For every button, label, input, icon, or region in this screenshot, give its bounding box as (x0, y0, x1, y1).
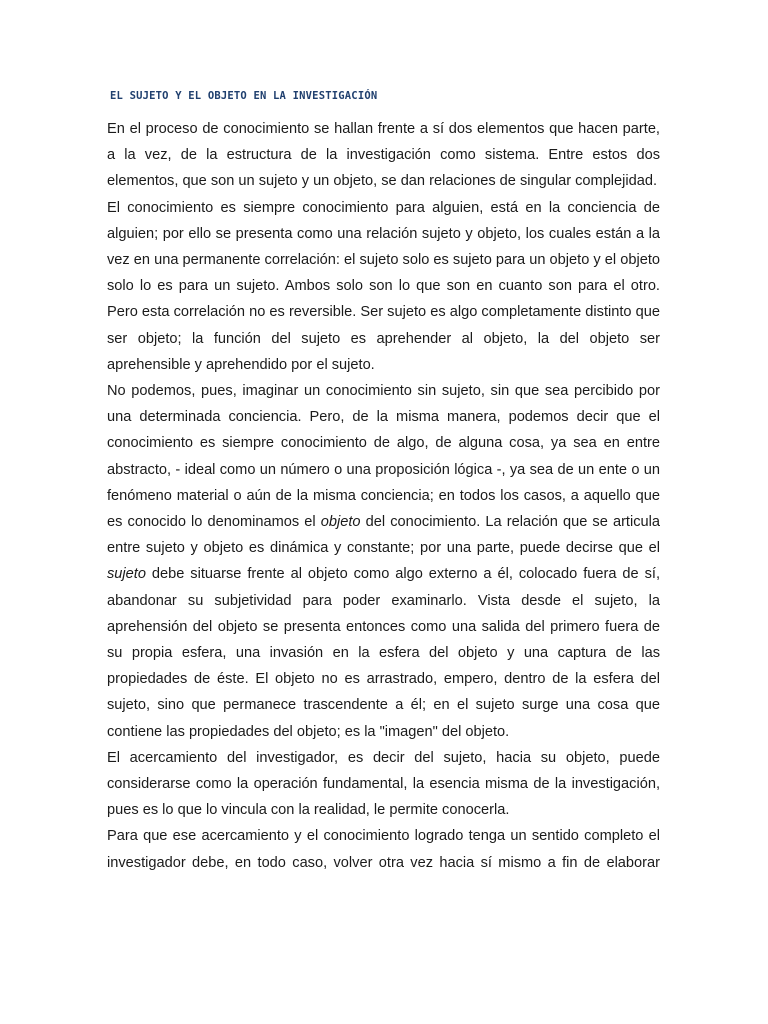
paragraph-3-text-c: debe situarse frente al objeto como algo externo a él, colocado fuera de sí, abandonar su subjetividad para poder examinarlo. Vista desde el sujeto, la aprehensión del objeto se presenta entonces como una salida del primero fuera de su propia esfera, una invasión en la esfera del objeto y una captura de las propiedades de éste. El objeto no es arrastrado, empero, dentro de la esfera del sujeto, sino que permanece trascendente a él; en el sujeto surge una cosa que contiene las propiedades del objeto; es la "imagen" del objeto. (107, 566, 660, 740)
emphasis-sujeto: sujeto (107, 566, 146, 583)
paragraph-3-text-a: No podemos, pues, imaginar un conocimiento sin sujeto, sin que sea percibido por una determinada conciencia. Pero, de la misma manera, podemos decir que el conocimiento es siempre conocimiento de algo, de alguna cosa, ya sea en entre abstracto, - ideal como un número o una proposición lógica -, ya sea de un ente o un fenómeno material o aún de la misma conciencia; en todos los casos, a aquello que es conocido lo denominamos el (107, 383, 660, 531)
document-title: EL SUJETO Y EL OBJETO EN LA INVESTIGACIÓN (110, 90, 378, 102)
paragraph-3-text-b: del conocimiento. La relación que se articula entre sujeto y objeto es dinámica y constante; por una parte, puede decirse que el (107, 514, 660, 557)
emphasis-objeto: objeto (320, 514, 361, 531)
paragraph-5: Para que ese acercamiento y el conocimiento logrado tenga un sentido completo el investigador debe, en todo caso, volver otra vez hacia sí mismo a fin de elaborar (107, 828, 660, 871)
paragraph-2: El conocimiento es siempre conocimiento para alguien, está en la conciencia de alguien; por ello se presenta como una relación sujeto y objeto, los cuales están a la vez en una permanente correlación: el sujeto solo es sujeto para un objeto y el objeto solo lo es para un sujeto. Ambos solo son lo que son en cuanto son para el otro. Pero esta correlación no es reversible. Ser sujeto es algo completamente distinto que ser objeto; la función del sujeto es aprehender al objeto, la del objeto ser aprehensible y aprehendido por el sujeto. (107, 199, 660, 373)
paragraph-3 (107, 378, 660, 745)
paragraph-4: El acercamiento del investigador, es decir del sujeto, hacia su objeto, puede considerarse como la operación fundamental, la esencia misma de la investigación, pues es lo que lo vincula con la realidad, le permite conocerla. (107, 749, 660, 819)
document-body (107, 116, 660, 876)
paragraph-1: En el proceso de conocimiento se hallan frente a sí dos elementos que hacen parte, a la vez, de la estructura de la investigación como sistema. Entre estos dos elementos, que son un sujeto y un objeto, se dan relaciones de singular complejidad. (107, 121, 660, 190)
